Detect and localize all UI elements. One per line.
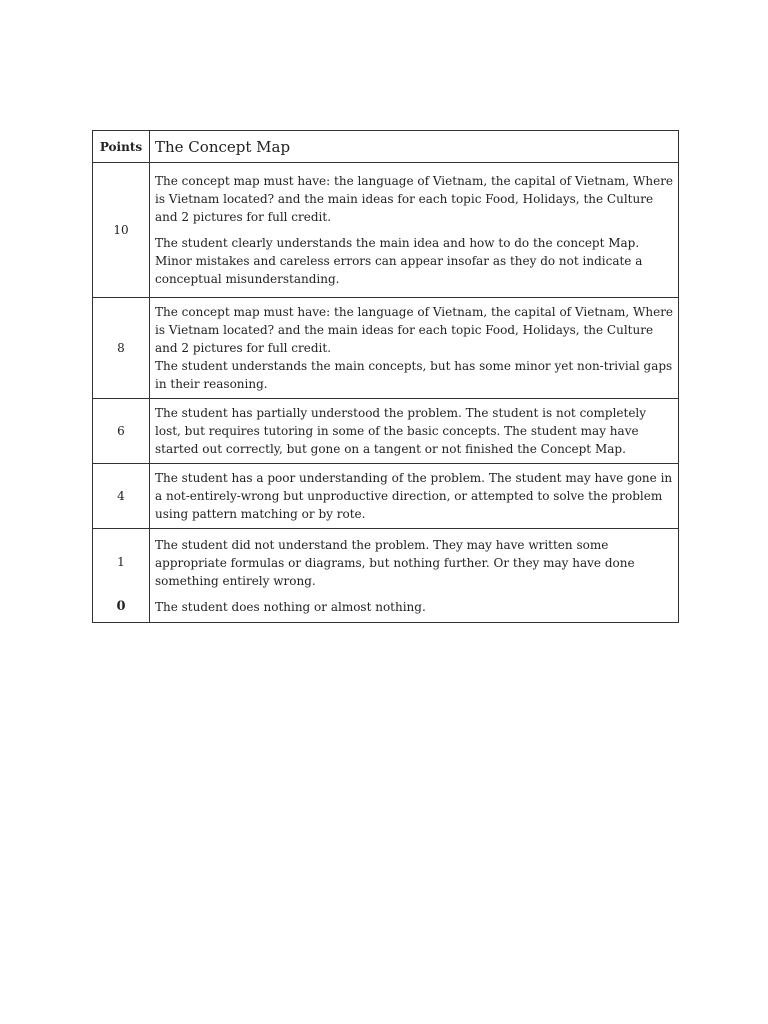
rubric-table bbox=[92, 130, 679, 623]
criteria-paragraph: The student has a poor understanding of the problem. The student may have gone in a not-entirely-wrong but unproductive direction, or attempted to solve the problem using pattern matching or by rote. bbox=[155, 471, 673, 521]
table-row bbox=[93, 298, 679, 399]
criteria-paragraph: The student did not understand the problem. They may have written some appropriate formulas or diagrams, but nothing further. Or they may have done something entirely wrong. bbox=[155, 537, 635, 588]
criteria-description bbox=[150, 464, 679, 529]
criteria-paragraph: The student understands the main concepts, but has some minor yet non-trivial gaps in their reasoning. bbox=[155, 359, 673, 391]
criteria-description bbox=[150, 399, 679, 464]
table-row bbox=[93, 163, 679, 298]
points-value: 8 bbox=[93, 298, 150, 399]
points-value: 1 bbox=[117, 554, 125, 569]
rubric-title: The Concept Map bbox=[150, 131, 679, 163]
criteria-paragraph: The student does nothing or almost nothing. bbox=[155, 599, 426, 614]
table-row bbox=[93, 464, 679, 529]
points-value: 4 bbox=[93, 464, 150, 529]
criteria-description bbox=[150, 298, 679, 399]
points-value-secondary: 0 bbox=[116, 598, 126, 614]
table-row bbox=[93, 399, 679, 464]
criteria-paragraph: The concept map must have: the language of Vietnam, the capital of Vietnam, Where is Vietnam located? and the main ideas for each topic Food, Holidays, the Culture and 2 pictures for full credit. bbox=[155, 305, 674, 355]
criteria-paragraph: The concept map must have: the language of Vietnam, the capital of Vietnam, Where is Vietnam located? and the main ideas for each topic Food, Holidays, the Culture and 2 pictures for full credit. bbox=[155, 174, 674, 224]
points-column-header: Points bbox=[93, 131, 150, 163]
table-row bbox=[93, 529, 679, 623]
criteria-description bbox=[150, 163, 679, 298]
points-value: 10 bbox=[93, 163, 150, 298]
criteria-description bbox=[150, 529, 679, 623]
criteria-paragraph: The student has partially understood the problem. The student is not completely lost, but requires tutoring in some of the basic concepts. The student may have started out correctly, but gone on a tangent or not finished the Concept Map. bbox=[155, 406, 647, 456]
points-value: 6 bbox=[93, 399, 150, 464]
criteria-paragraph: The student clearly understands the main idea and how to do the concept Map. Minor mistakes and careless errors can appear insofar as they do not indicate a conceptual misunderstanding. bbox=[155, 236, 643, 286]
header-row bbox=[93, 131, 679, 163]
points-stack bbox=[93, 533, 149, 619]
points-cell bbox=[93, 529, 150, 623]
